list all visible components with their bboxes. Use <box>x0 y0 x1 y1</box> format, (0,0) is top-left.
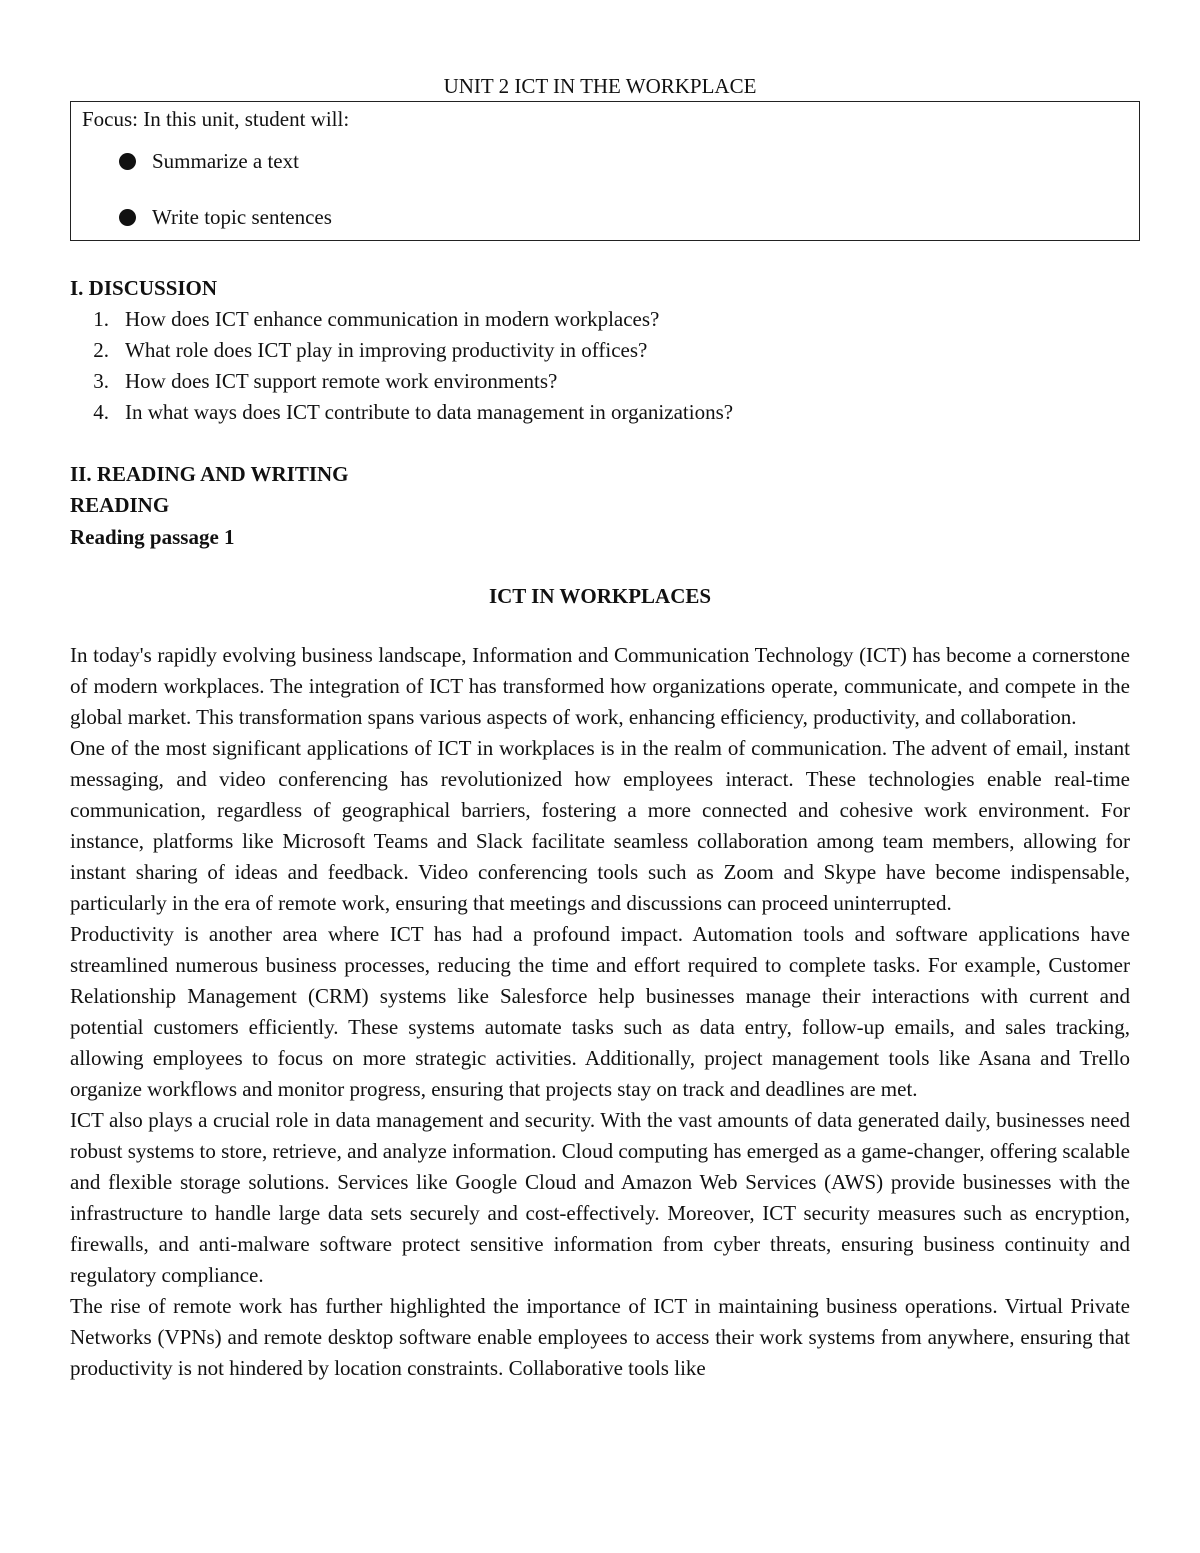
passage-paragraph: ICT also plays a crucial role in data management and security. With the vast amounts of data generated daily, businesses need robust systems to store, retrieve, and analyze information. Cloud computing has emerged as a game-changer, offering scalable and flexible storage solutions. Services like Google Cloud and Amazon Web Services (AWS) provide businesses with the infrastructure to handle large data sets securely and cost-effectively. Moreover, ICT security measures such as encryption, firewalls, and anti-malware software protect sensitive information from cyber threats, ensuring business continuity and regulatory compliance. <box>70 1108 1130 1287</box>
discussion-question <box>70 306 733 337</box>
question-text: How does ICT support remote work environments? <box>125 369 558 393</box>
question-text: How does ICT enhance communication in modern workplaces? <box>125 307 660 331</box>
discussion-question <box>70 368 733 399</box>
focus-bullet-text: Write topic sentences <box>152 205 332 229</box>
focus-label: Focus: In this unit, student will: <box>82 107 350 131</box>
discussion-question-list <box>70 306 733 430</box>
question-number: 2. <box>93 338 109 362</box>
question-text: In what ways does ICT contribute to data management in organizations? <box>125 400 734 424</box>
discussion-question <box>70 399 733 430</box>
passage-paragraph: One of the most significant applications of ICT in workplaces is in the realm of communication. The advent of email, instant messaging, and video conferencing has revolutionized how employees interact. These technologies enable real-time communication, regardless of geographical barriers, fostering a more connected and cohesive work environment. For instance, platforms like Microsoft Teams and Slack facilitate seamless collaboration among team members, allowing for instant sharing of ideas and feedback. Video conferencing tools such as Zoom and Skype have become indispensable, particularly in the era of remote work, ensuring that meetings and discussions can proceed uninterrupted. <box>70 736 1130 915</box>
bullet-icon <box>119 153 136 170</box>
bullet-icon <box>119 209 136 226</box>
reading-subheading: READING <box>70 493 170 517</box>
focus-bullet-item <box>119 148 299 174</box>
reading-writing-heading: II. READING AND WRITING <box>70 462 349 486</box>
focus-bullet-text: Summarize a text <box>152 149 299 173</box>
focus-bullet-item <box>119 204 332 230</box>
focus-box <box>70 101 1140 241</box>
passage-paragraph: The rise of remote work has further highlighted the importance of ICT in maintaining business operations. Virtual Private Networks (VPNs) and remote desktop software enable employees to access their work systems from anywhere, ensuring that productivity is not hindered by location constraints. Collaborative tools like <box>70 1294 1130 1380</box>
discussion-heading: I. DISCUSSION <box>70 276 218 300</box>
passage-body <box>70 640 1130 1384</box>
question-text: What role does ICT play in improving productivity in offices? <box>125 338 648 362</box>
question-number: 3. <box>93 369 109 393</box>
question-number: 4. <box>93 400 109 424</box>
passage-paragraph: In today's rapidly evolving business landscape, Information and Communication Technology (ICT) has become a cornerstone of modern workplaces. The integration of ICT has transformed how organizations operate, communicate, and compete in the global market. This transformation spans various aspects of work, enhancing efficiency, productivity, and collaboration. <box>70 643 1130 729</box>
unit-title: UNIT 2 ICT IN THE WORKPLACE <box>443 74 757 98</box>
discussion-question <box>70 337 733 368</box>
passage-title: ICT IN WORKPLACES <box>488 584 712 608</box>
question-number: 1. <box>93 307 109 331</box>
passage-paragraph: Productivity is another area where ICT has had a profound impact. Automation tools and software applications have streamlined numerous business processes, reducing the time and effort required to complete tasks. For example, Customer Relationship Management (CRM) systems like Salesforce help businesses manage their interactions with current and potential customers efficiently. These systems automate tasks such as data entry, follow-up emails, and sales tracking, allowing employees to focus on more strategic activities. Additionally, project management tools like Asana and Trello organize workflows and monitor progress, ensuring that projects stay on track and deadlines are met. <box>70 922 1130 1101</box>
reading-passage-label: Reading passage 1 <box>70 525 235 549</box>
